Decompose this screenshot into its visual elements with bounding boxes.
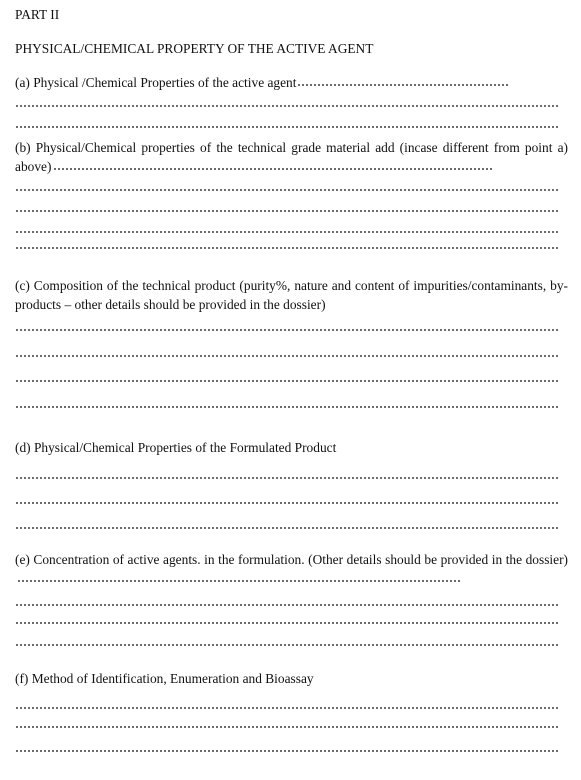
item-d-fill-line[interactable]	[15, 525, 560, 531]
item-c-label: (c) Composition of the technical product (purity%, nature and content of impurities/contaminants, by-products – other details should be provided in the dossier)	[15, 278, 568, 312]
item-b-fill-line[interactable]	[15, 245, 560, 251]
item-a-fill-line[interactable]	[15, 124, 560, 130]
item-b-label: (b) Physical/Chemical properties of the technical grade material add (incase different from point a) above)	[15, 140, 568, 174]
item-e-fill-line[interactable]	[15, 602, 560, 608]
item-c-fill-line[interactable]	[15, 404, 560, 410]
part-heading: PART II	[15, 7, 60, 22]
item-c-fill-line[interactable]	[15, 353, 560, 359]
item-e-fill-line[interactable]	[15, 620, 560, 626]
item-e-inline-fill-line[interactable]	[17, 579, 462, 583]
item-e-fill-line[interactable]	[15, 642, 560, 648]
item-e-label: (e) Concentration of active agents. in the formulation. (Other details should be provided in the dossier)	[15, 550, 568, 588]
item-b-inline-fill-line[interactable]	[53, 167, 493, 171]
item-d-label: (d) Physical/Chemical Properties of the Formulated Product	[15, 440, 337, 455]
item-a-fill-line[interactable]	[15, 103, 560, 109]
item-d-fill-line[interactable]	[15, 500, 560, 506]
item-d-fill-line[interactable]	[15, 475, 560, 481]
item-b-fill-line[interactable]	[15, 229, 560, 235]
item-f-fill-line[interactable]	[15, 705, 560, 711]
item-b-fill-line[interactable]	[15, 208, 560, 214]
item-c-fill-line[interactable]	[15, 378, 560, 384]
item-f-fill-line[interactable]	[15, 748, 560, 754]
item-a-label: (a) Physical /Chemical Properties of the active agent	[15, 73, 509, 92]
item-b-fill-line[interactable]	[15, 187, 560, 193]
item-f-label: (f) Method of Identification, Enumeration and Bioassay	[15, 671, 314, 686]
item-c-fill-line[interactable]	[15, 327, 560, 333]
item-f-fill-line[interactable]	[15, 724, 560, 730]
section-title: PHYSICAL/CHEMICAL PROPERTY OF THE ACTIVE AGENT	[15, 41, 374, 56]
item-a-inline-fill-line[interactable]	[297, 83, 509, 87]
